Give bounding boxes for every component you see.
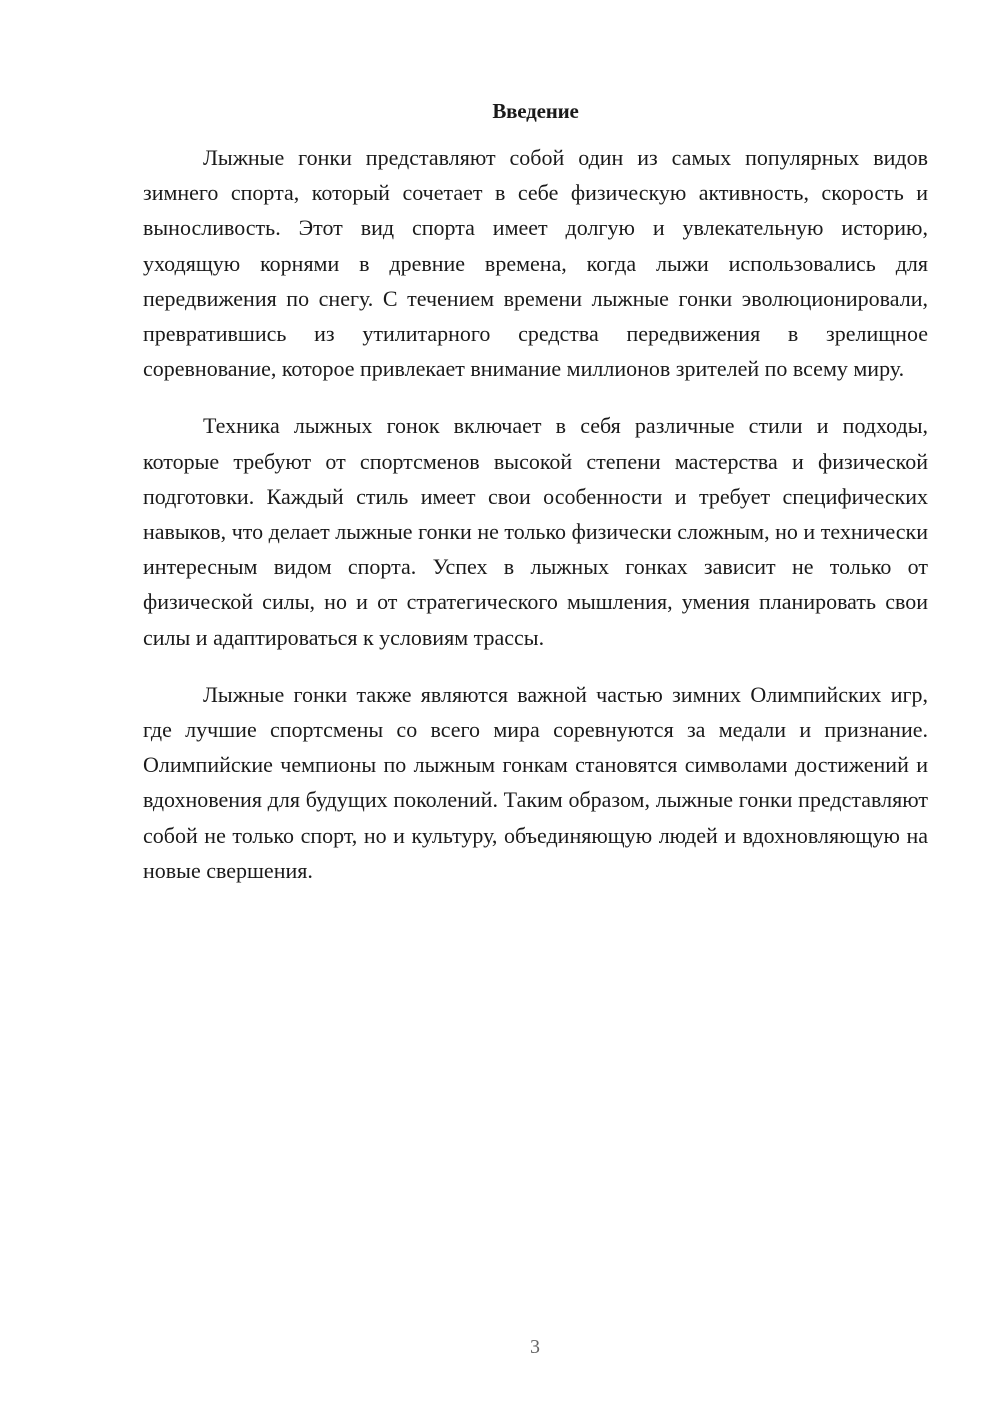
paragraph-2: Техника лыжных гонок включает в себя различные стили и подходы, которые требуют от спортсменов высокой степени мастерства и физической подготовки. Каждый стиль имеет свои особенности и требует специфических навыков, что делает лыжные гонки не только физически сложным, но и технически интересным видом спорта. Успех в лыжных гонках зависит не только от физической силы, но и от стратегического мышления, умения планировать свои силы и адаптироваться к условиям трассы. bbox=[143, 413, 928, 650]
section-title: Введение bbox=[492, 99, 579, 123]
page-content bbox=[143, 96, 928, 910]
page-number: 3 bbox=[530, 1336, 540, 1358]
paragraph-1: Лыжные гонки представляют собой один из самых популярных видов зимнего спорта, который сочетает в себе физическую активность, скорость и выносливость. Этот вид спорта имеет долгую и увлекательную историю, уходящую корнями в древние времена, когда лыжи использовались для передвижения по снегу. С течением времени лыжные гонки эволюционировали, превратившись из утилитарного средства передвижения в зрелищное соревнование, которое привлекает внимание миллионов зрителей по всему миру. bbox=[143, 145, 928, 382]
paragraph-3: Лыжные гонки также являются важной частью зимних Олимпийских игр, где лучшие спортсмены со всего мира соревнуются за медали и признание. Олимпийские чемпионы по лыжным гонкам становятся символами достижений и вдохновения для будущих поколений. Таким образом, лыжные гонки представляют собой не только спорт, но и культуру, объединяющую людей и вдохновляющую на новые свершения. bbox=[143, 681, 928, 883]
